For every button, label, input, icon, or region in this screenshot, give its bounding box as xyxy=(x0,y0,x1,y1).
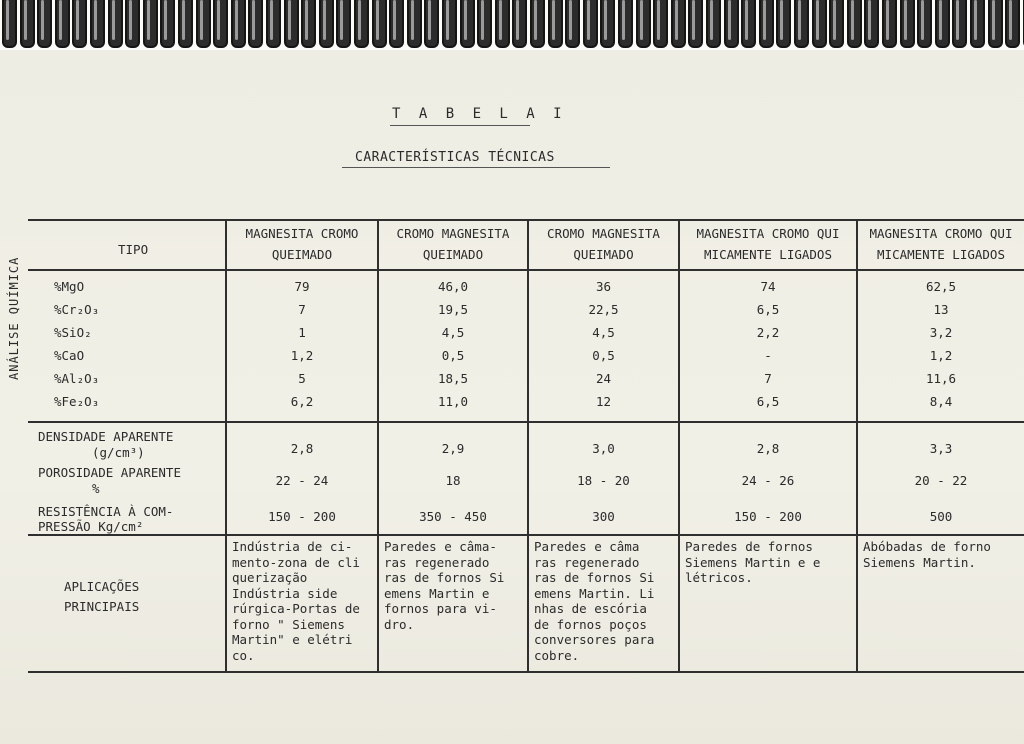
spiral-ring-icon xyxy=(741,0,756,48)
spiral-ring-icon xyxy=(213,0,228,48)
phys-value: 20 - 22 xyxy=(914,473,968,488)
phys-value: 18 - 20 xyxy=(577,473,630,488)
phys-row-unit: PRESSÃO Kg/cm² xyxy=(38,519,144,534)
spiral-ring-icon xyxy=(284,0,299,48)
chem-value: 24 xyxy=(595,371,612,386)
chem-value: 19,5 xyxy=(437,302,469,317)
spiral-ring-icon xyxy=(248,0,263,48)
chem-row-label: %MgO xyxy=(54,279,85,294)
phys-row-unit: (g/cm³) xyxy=(92,445,145,460)
spiral-ring-icon xyxy=(988,0,1003,48)
chem-value: 36 xyxy=(595,279,612,294)
chem-row-label: %Cr₂O₃ xyxy=(54,302,100,317)
phys-value: 22 - 24 xyxy=(275,473,329,488)
chem-value: 46,0 xyxy=(437,279,469,294)
spiral-ring-icon xyxy=(301,0,316,48)
spiral-ring-icon xyxy=(178,0,193,48)
application-text-line: dro. xyxy=(384,616,415,632)
chem-value: 5 xyxy=(298,371,306,386)
spiral-ring-icon xyxy=(548,0,563,48)
application-text-line: emens Martin e xyxy=(384,585,490,601)
chem-value: 18,5 xyxy=(437,371,469,386)
chem-value: 7 xyxy=(764,371,772,386)
column-header-line1: CROMO MAGNESITA xyxy=(396,226,510,241)
application-text-line: Paredes de fornos xyxy=(685,539,813,554)
spiral-ring-icon xyxy=(442,0,457,48)
spiral-ring-icon xyxy=(512,0,527,48)
spiral-ring-icon xyxy=(55,0,70,48)
chem-value: 0,5 xyxy=(592,348,615,363)
application-text-line: co. xyxy=(232,647,255,663)
spiral-ring-icon xyxy=(565,0,580,48)
spiral-ring-icon xyxy=(952,0,967,48)
chem-row-label: %SiO₂ xyxy=(54,325,92,340)
spiral-ring-icon xyxy=(20,0,35,48)
column-header-line2: QUEIMADO xyxy=(422,247,484,262)
spiral-ring-icon xyxy=(706,0,721,48)
chem-value: 11,0 xyxy=(437,394,469,409)
spiral-ring-icon xyxy=(125,0,140,48)
spiral-ring-icon xyxy=(864,0,879,48)
spiral-ring-icon xyxy=(1005,0,1020,48)
spiral-ring-icon xyxy=(882,0,897,48)
column-header-line2: MICAMENTE LIGADOS xyxy=(704,247,832,262)
application-text-line: Paredes e câma- xyxy=(384,539,497,554)
chem-value: 11,6 xyxy=(925,371,957,386)
phys-value: 24 - 26 xyxy=(741,473,795,488)
chem-row-label: %Al₂O₃ xyxy=(54,371,100,386)
application-text-line: ras regenerado xyxy=(384,554,490,570)
chem-value: 12 xyxy=(595,394,612,409)
table-rule xyxy=(28,421,1024,423)
table-rule xyxy=(28,534,1024,536)
spiral-ring-icon xyxy=(600,0,615,48)
chem-value: 6,2 xyxy=(290,394,314,409)
chem-value: 1,2 xyxy=(929,348,953,363)
application-text-line: conversores para xyxy=(534,632,655,647)
chem-value: - xyxy=(764,348,772,363)
spiral-ring-icon xyxy=(160,0,175,48)
spiral-ring-icon xyxy=(671,0,686,48)
application-text-line: Indústria side xyxy=(232,585,338,601)
subtitle-underline xyxy=(342,167,610,168)
phys-value: 150 - 200 xyxy=(268,509,336,524)
application-text-line: nhas de escória xyxy=(534,601,647,616)
phys-value: 150 - 200 xyxy=(734,509,802,524)
chem-value: 62,5 xyxy=(925,279,957,294)
spiral-ring-icon xyxy=(776,0,791,48)
spiral-ring-icon xyxy=(319,0,334,48)
application-text-line: Martin" e elétri xyxy=(232,632,353,647)
chem-value: 3,2 xyxy=(929,325,953,340)
spiral-ring-icon xyxy=(900,0,915,48)
application-text-line: ras regenerado xyxy=(534,554,640,570)
spiral-ring-icon xyxy=(372,0,387,48)
phys-value: 500 xyxy=(929,509,953,524)
application-text-line: Siemens Martin e e xyxy=(685,554,821,570)
spiral-ring-icon xyxy=(829,0,844,48)
column-header-line2: QUEIMADO xyxy=(271,247,333,262)
column-header-line2: MICAMENTE LIGADOS xyxy=(877,247,1005,262)
chem-value: 1 xyxy=(298,325,306,340)
chem-value: 6,5 xyxy=(756,302,780,317)
application-text-line: létricos. xyxy=(685,570,753,585)
spiral-ring-icon xyxy=(812,0,827,48)
application-text-line: Paredes e câma xyxy=(534,539,640,554)
spiral-ring-icon xyxy=(636,0,651,48)
chem-value: 0,5 xyxy=(441,348,465,363)
spiral-ring-icon xyxy=(847,0,862,48)
phys-value: 350 - 450 xyxy=(419,509,487,524)
spiral-ring-icon xyxy=(460,0,475,48)
spiral-ring-icon xyxy=(530,0,545,48)
chem-value: 8,4 xyxy=(929,394,953,409)
chem-value: 79 xyxy=(294,279,310,294)
spiral-ring-icon xyxy=(2,0,17,48)
chem-value: 13 xyxy=(933,302,949,317)
aplicacoes-label: PRINCIPAIS xyxy=(64,599,140,614)
spiral-ring-icon xyxy=(495,0,510,48)
spiral-ring-icon xyxy=(724,0,739,48)
column-header-line1: MAGNESITA CROMO QUI xyxy=(869,226,1013,241)
phys-value: 2,9 xyxy=(441,441,465,456)
spiral-ring-icon xyxy=(90,0,105,48)
spiral-ring-icon xyxy=(196,0,211,48)
application-text-line: mento-zona de cli xyxy=(232,554,360,570)
spiral-ring-icon xyxy=(935,0,950,48)
chem-value: 4,5 xyxy=(592,325,615,340)
spiral-ring-icon xyxy=(583,0,598,48)
spiral-ring-icon xyxy=(354,0,369,48)
chem-value: 7 xyxy=(298,302,306,317)
application-text-line: cobre. xyxy=(534,647,580,663)
chem-value: 22,5 xyxy=(588,302,619,317)
phys-row-unit: % xyxy=(92,481,100,496)
table-rule xyxy=(28,671,1024,673)
application-text-line: forno " Siemens xyxy=(232,616,345,632)
column-header-line1: MAGNESITA CROMO QUI xyxy=(696,226,840,241)
column-header-line2: QUEIMADO xyxy=(573,247,634,262)
spiral-ring-icon xyxy=(37,0,52,48)
tipo-header: TIPO xyxy=(118,242,149,257)
phys-row-label: POROSIDADE APARENTE xyxy=(38,465,181,480)
application-text-line: rúrgica-Portas de xyxy=(232,601,360,616)
title-underline xyxy=(390,125,530,126)
spiral-ring-icon xyxy=(688,0,703,48)
phys-value: 3,0 xyxy=(592,441,615,456)
chem-row-label: %CaO xyxy=(54,348,85,363)
spiral-ring-icon xyxy=(143,0,158,48)
chem-value: 6,5 xyxy=(756,394,780,409)
chem-value: 4,5 xyxy=(441,325,465,340)
table-rule xyxy=(28,219,1024,221)
application-text-line: ras de fornos Si xyxy=(534,570,655,585)
phys-value: 2,8 xyxy=(756,441,780,456)
chem-row-label: %Fe₂O₃ xyxy=(54,394,100,409)
phys-value: 18 xyxy=(445,473,461,488)
spiral-ring-icon xyxy=(618,0,633,48)
application-text-line: de fornos poços xyxy=(534,616,647,632)
application-text-line: Indústria de ci- xyxy=(232,539,353,554)
phys-value: 2,8 xyxy=(290,441,314,456)
application-text-line: querização xyxy=(232,570,308,585)
table-rule xyxy=(28,269,1024,271)
column-header-line1: CROMO MAGNESITA xyxy=(547,226,660,241)
spiral-binding xyxy=(0,0,1024,52)
chem-value: 74 xyxy=(760,279,776,294)
spiral-ring-icon xyxy=(794,0,809,48)
application-text-line: ras de fornos Si xyxy=(384,570,505,585)
phys-row-label: RESISTÊNCIA À COM- xyxy=(38,504,174,519)
application-text-line: Abóbadas de forno xyxy=(863,539,991,554)
spiral-ring-icon xyxy=(108,0,123,48)
application-text-line: emens Martin. Li xyxy=(534,585,655,601)
spiral-ring-icon xyxy=(477,0,492,48)
spiral-ring-icon xyxy=(970,0,985,48)
spiral-ring-icon xyxy=(917,0,932,48)
analise-quimica-label: ANÁLISE QUÍMICA xyxy=(7,256,21,380)
phys-value: 3,3 xyxy=(929,441,953,456)
application-text-line: Siemens Martin. xyxy=(863,554,976,570)
spiral-ring-icon xyxy=(231,0,246,48)
spiral-ring-icon xyxy=(407,0,422,48)
chem-value: 2,2 xyxy=(756,325,780,340)
spiral-ring-icon xyxy=(759,0,774,48)
spiral-ring-icon xyxy=(336,0,351,48)
chem-value: 1,2 xyxy=(290,348,314,363)
table-subtitle: CARACTERÍSTICAS TÉCNICAS xyxy=(355,150,555,165)
spiral-ring-icon xyxy=(653,0,668,48)
spiral-ring-icon xyxy=(424,0,439,48)
column-header-line1: MAGNESITA CROMO xyxy=(245,226,359,241)
table-title: T A B E L A I xyxy=(392,106,567,122)
spiral-ring-icon xyxy=(389,0,404,48)
spiral-ring-icon xyxy=(72,0,87,48)
application-text-line: fornos para vi- xyxy=(384,601,497,616)
spiral-ring-icon xyxy=(266,0,281,48)
phys-value: 300 xyxy=(592,509,615,524)
phys-row-label: DENSIDADE APARENTE xyxy=(38,429,174,444)
aplicacoes-label: APLICAÇÕES xyxy=(64,579,140,594)
